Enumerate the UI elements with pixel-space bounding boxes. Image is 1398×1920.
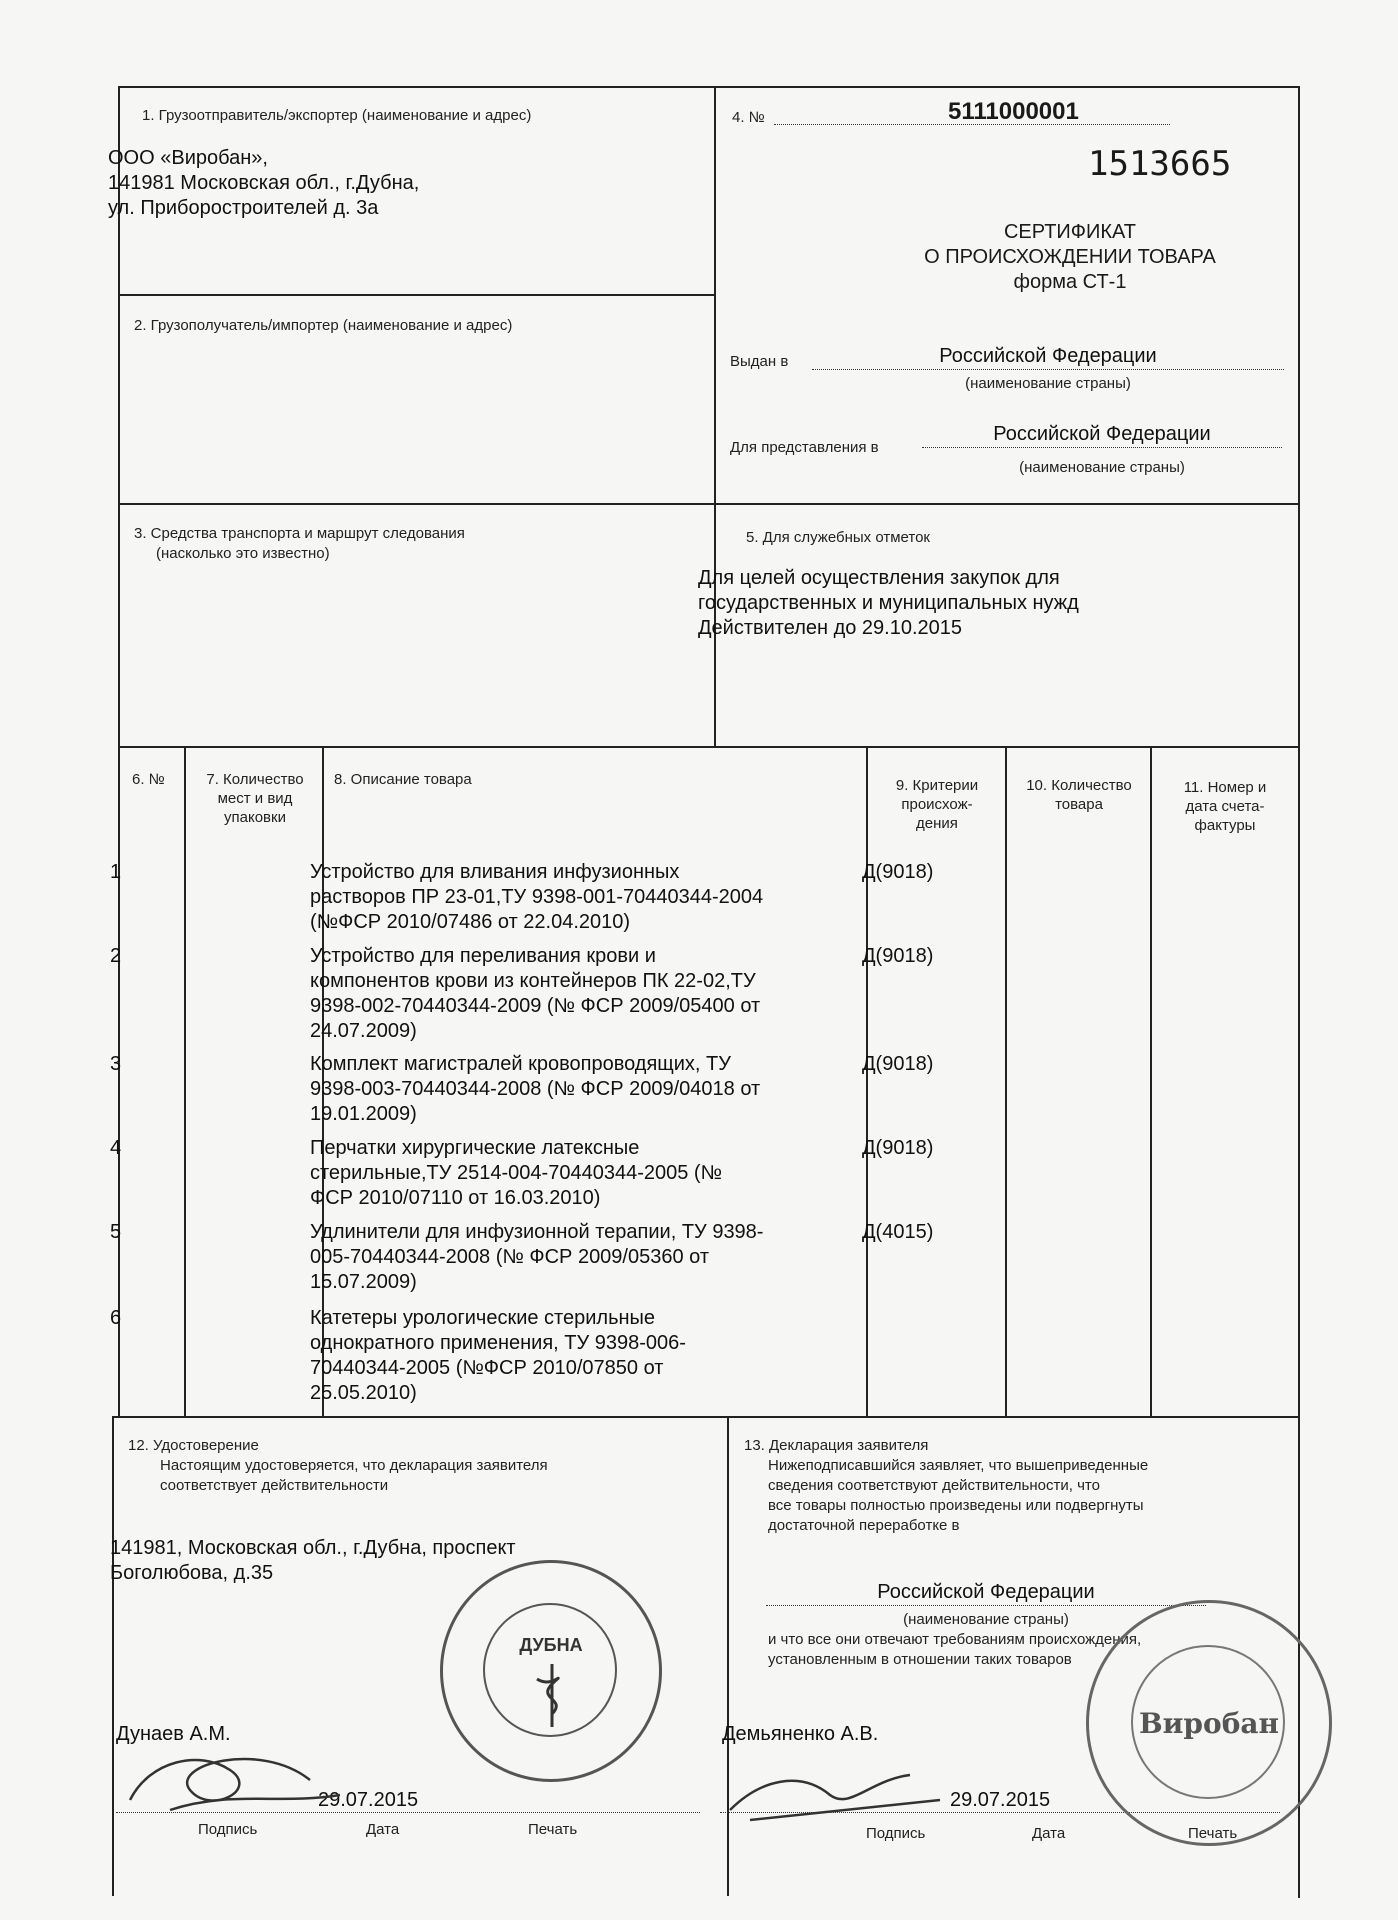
desc-line: (№ФСР 2010/07486 от 22.04.2010): [310, 911, 631, 933]
caduceus-icon: [527, 1659, 577, 1729]
header-crit-line: дения: [916, 815, 958, 832]
table-row-desc-6: [310, 1306, 870, 1406]
desc-line: 005-70440344-2008 (№ ФСР 2009/05360 от: [310, 1246, 710, 1268]
box12-text-line: Настоящим удостоверяется, что декларация заявителя: [160, 1457, 548, 1474]
desc-line: 9398-002-70440344-2009 (№ ФСР 2009/05400 от: [310, 995, 761, 1017]
desc-line: ФСР 2010/07110 от 16.03.2010): [310, 1187, 601, 1209]
table-row-desc-5: [310, 1220, 870, 1295]
row-no-6: 6: [110, 1307, 122, 1329]
row-no-2: 2: [110, 945, 122, 967]
desc-line: 15.07.2009): [310, 1271, 417, 1293]
cert-number: 5111000001: [948, 98, 1079, 125]
header-desc: 8. Описание товара: [334, 771, 472, 788]
box13-label: 13. Декларация заявителя: [744, 1437, 929, 1454]
desc-line: Удлинители для инфузионной терапии, ТУ 9398-: [310, 1221, 764, 1243]
serial-number: 1513665: [1088, 144, 1232, 184]
shipper-line: ул. Приборостроителей д. 3а: [108, 197, 379, 219]
table-row-desc-3: [310, 1052, 870, 1127]
box13-text2-line: установленным в отношении таких товаров: [768, 1651, 1072, 1668]
header-amount-line: товара: [1055, 796, 1103, 813]
chamber-seal-icon: [440, 1560, 662, 1782]
header-qty-line: мест и вид: [217, 790, 293, 807]
desc-line: 19.01.2009): [310, 1103, 417, 1125]
row-no-4: 4: [110, 1137, 122, 1159]
header-invoice-line: дата счета-: [1185, 798, 1265, 815]
row-no-5: 5: [110, 1221, 122, 1243]
box13-sig-label: Подпись: [866, 1825, 926, 1842]
cert-title-line: О ПРОИСХОЖДЕНИИ ТОВАРА: [924, 246, 1216, 268]
box12-date-label: Дата: [366, 1821, 400, 1838]
header-invoice: [1154, 778, 1296, 835]
box12-label: 12. Удостоверение: [128, 1437, 259, 1454]
cert-title-line: СЕРТИФИКАТ: [1003, 221, 1137, 243]
desc-line: Устройство для вливания инфузионных: [310, 861, 680, 883]
header-crit-line: происхож-: [901, 796, 973, 813]
signature-dunaev-icon: [110, 1720, 350, 1830]
box12-signer: Дунаев А.М.: [116, 1723, 231, 1745]
table-row-desc-2: [310, 944, 870, 1044]
row-no-3: 3: [110, 1053, 122, 1075]
header-amount: [1008, 776, 1150, 814]
box13-date: 29.07.2015: [950, 1789, 1051, 1811]
service-note-line: государственных и муниципальных нужд: [698, 592, 1079, 614]
desc-line: Катетеры урологические стерильные: [310, 1307, 656, 1329]
box5-label: 5. Для служебных отметок: [746, 529, 930, 546]
header-qty: [190, 770, 320, 827]
box13-country-caption: (наименование страны): [903, 1611, 1069, 1628]
desc-line: Устройство для переливания крови и: [310, 945, 656, 967]
box4-label: 4. №: [732, 109, 765, 126]
box13-text2: [768, 1630, 1141, 1670]
table-row-desc-4: [310, 1136, 870, 1211]
box13-country: Российской Федерации: [766, 1580, 1206, 1606]
row-crit-3: Д(9018): [862, 1053, 934, 1075]
cert-title: [840, 220, 1300, 295]
box13-text: [768, 1456, 1148, 1536]
box13-seal-label: Печать: [1188, 1825, 1238, 1842]
for-country: Российской Федерации: [922, 422, 1282, 448]
desc-line: стерильные,ТУ 2514-004-70440344-2005 (№: [310, 1162, 723, 1184]
service-notes: [698, 566, 1258, 641]
box13-text-line: все товары полностью произведены или подвергнуты: [768, 1497, 1144, 1514]
box13-text-line: сведения соответствуют действительности, что: [768, 1477, 1100, 1494]
row-no-1: 1: [110, 861, 122, 883]
desc-line: 9398-003-70440344-2008 (№ ФСР 2009/04018 от: [310, 1078, 761, 1100]
header-crit: [870, 776, 1004, 833]
desc-line: 70440344-2005 (№ФСР 2010/07850 от: [310, 1357, 664, 1379]
service-note-line: Для целей осуществления закупок для: [698, 567, 1060, 589]
desc-line: растворов ПР 23-01,ТУ 9398-001-70440344-2004: [310, 886, 764, 908]
header-qty-line: упаковки: [224, 809, 286, 826]
viroban-seal-text: Виробан: [1139, 1707, 1279, 1740]
header-amount-line: 10. Количество: [1026, 777, 1132, 794]
desc-line: Перчатки хирургические латексные: [310, 1137, 640, 1159]
box12-date: 29.07.2015: [318, 1789, 419, 1811]
for-caption: (наименование страны): [1019, 459, 1185, 476]
desc-line: 24.07.2009): [310, 1020, 417, 1042]
desc-line: компонентов крови из контейнеров ПК 22-02,ТУ: [310, 970, 756, 992]
box3-sub: (насколько это известно): [156, 545, 330, 562]
issued-label: Выдан в: [730, 353, 789, 370]
viroban-seal-icon: [1086, 1600, 1332, 1846]
issued-country: Российской Федерации: [812, 344, 1284, 370]
box13-signer: Демьяненко А.В.: [722, 1723, 879, 1745]
box12-sig-label: Подпись: [198, 1821, 258, 1838]
signature-demyanenko-icon: [720, 1740, 980, 1830]
box2-label: 2. Грузополучатель/импортер (наименование и адрес): [134, 317, 513, 334]
row-crit-2: Д(9018): [862, 945, 934, 967]
header-invoice-line: фактуры: [1194, 817, 1256, 834]
desc-line: однократного применения, ТУ 9398-006-: [310, 1332, 686, 1354]
row-crit-1: Д(9018): [862, 861, 934, 883]
row-crit-4: Д(9018): [862, 1137, 934, 1159]
box1-label: 1. Грузоотправитель/экспортер (наименование и адрес): [142, 107, 532, 124]
shipper-line: 141981 Московская обл., г.Дубна,: [108, 172, 420, 194]
box13-text2-line: и что все они отвечают требованиям происхождения,: [768, 1631, 1142, 1648]
issued-caption: (наименование страны): [965, 375, 1131, 392]
desc-line: Комплект магистралей кровопроводящих, ТУ: [310, 1053, 731, 1075]
desc-line: 25.05.2010): [310, 1382, 417, 1404]
box12-text: [160, 1456, 548, 1496]
box12-seal-label: Печать: [528, 1821, 578, 1838]
table-row-desc-1: [310, 860, 870, 935]
header-invoice-line: 11. Номер и: [1183, 779, 1267, 796]
header-crit-line: 9. Критерии: [895, 777, 979, 794]
box3-label: 3. Средства транспорта и маршрут следования: [134, 525, 465, 542]
box13-date-label: Дата: [1032, 1825, 1066, 1842]
box12-text-line: соответствует действительности: [160, 1477, 389, 1494]
for-label: Для представления в: [730, 439, 879, 456]
cert-title-line: форма СТ-1: [1013, 271, 1127, 293]
box13-text-line: Нижеподписавшийся заявляет, что вышеприведенные: [768, 1457, 1149, 1474]
header-no: 6. №: [132, 771, 165, 788]
authority-address: [110, 1536, 516, 1586]
seal-center-text: ДУБНА: [519, 1635, 583, 1655]
box13-text-line: достаточной переработке в: [768, 1517, 960, 1534]
header-qty-line: 7. Количество: [206, 771, 304, 788]
row-crit-5: Д(4015): [862, 1221, 934, 1243]
authority-address-line: 141981, Московская обл., г.Дубна, проспект: [110, 1537, 516, 1559]
authority-address-line: Боголюбова, д.35: [110, 1562, 274, 1584]
shipper-line: ООО «Виробан»,: [108, 147, 268, 169]
shipper-address: [108, 146, 668, 221]
service-note-line: Действителен до 29.10.2015: [698, 617, 963, 639]
